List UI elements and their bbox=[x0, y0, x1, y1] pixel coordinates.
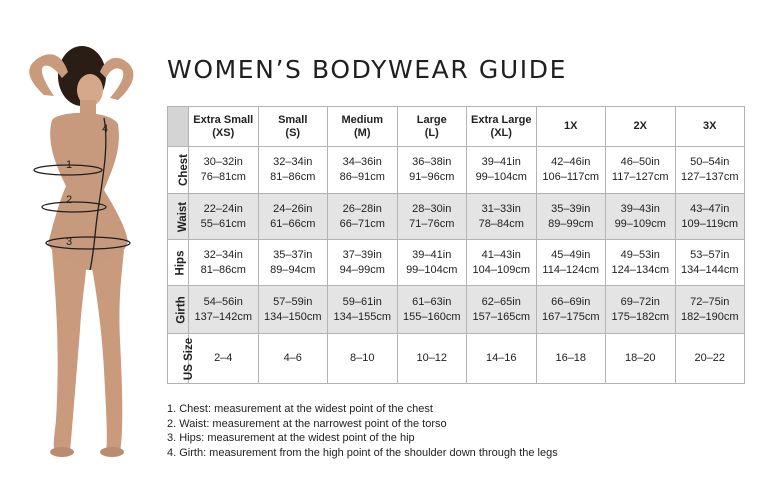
table-cell: 39–43in 99–109cm bbox=[606, 194, 676, 240]
row-label-waist: Waist bbox=[168, 194, 189, 240]
table-cell: 49–53in 124–134cm bbox=[606, 240, 676, 286]
measurement-notes bbox=[167, 402, 558, 460]
table-cell: 35–37in 89–94cm bbox=[258, 240, 328, 286]
left-foot-shape bbox=[50, 447, 74, 457]
table-cell: 20–22 bbox=[675, 334, 745, 384]
table-cell: 62–65in 157–165cm bbox=[467, 286, 537, 334]
right-leg-shape bbox=[92, 250, 124, 452]
table-cell: 39–41in 99–104cm bbox=[467, 147, 537, 194]
model-figure bbox=[0, 0, 160, 497]
table-cell: 59–61in 134–155cm bbox=[328, 286, 398, 334]
table-cell: 57–59in 134–150cm bbox=[258, 286, 328, 334]
table-cell: 34–36in 86–91cm bbox=[328, 147, 398, 194]
table-cell: 42–46in 106–117cm bbox=[536, 147, 606, 194]
table-cell: 45–49in 114–124cm bbox=[536, 240, 606, 286]
table-cell: 72–75in 182–190cm bbox=[675, 286, 745, 334]
table-cell: 43–47in 109–119cm bbox=[675, 194, 745, 240]
note-waist: 2. Waist: measurement at the narrowest point of the torso bbox=[167, 417, 447, 430]
table-row-hips bbox=[168, 240, 745, 286]
marker-girth: 4 bbox=[102, 123, 109, 135]
table-cell: 2–4 bbox=[189, 334, 259, 384]
table-cell: 36–38in 91–96cm bbox=[397, 147, 467, 194]
table-cell: 37–39in 94–99cm bbox=[328, 240, 398, 286]
table-cell: 16–18 bbox=[536, 334, 606, 384]
table-cell: 54–56in 137–142cm bbox=[189, 286, 259, 334]
col-header-2x: 2X bbox=[606, 107, 676, 147]
table-cell: 14–16 bbox=[467, 334, 537, 384]
col-header-xl: Extra Large (XL) bbox=[467, 107, 537, 147]
col-header-m: Medium (M) bbox=[328, 107, 398, 147]
table-cell: 30–32in 76–81cm bbox=[189, 147, 259, 194]
note-hips: 3. Hips: measurement at the widest point of the hip bbox=[167, 432, 415, 445]
table-row-waist bbox=[168, 194, 745, 240]
col-header-s: Small (S) bbox=[258, 107, 328, 147]
table-cell: 39–41in 99–104cm bbox=[397, 240, 467, 286]
table-cell: 53–57in 134–144cm bbox=[675, 240, 745, 286]
note-chest: 1. Chest: measurement at the widest point of the chest bbox=[167, 403, 433, 415]
header-row bbox=[168, 107, 745, 147]
table-cell: 50–54in 127–137cm bbox=[675, 147, 745, 194]
right-foot-shape bbox=[100, 447, 124, 457]
left-leg-shape bbox=[52, 250, 86, 452]
table-row-chest bbox=[168, 147, 745, 194]
table-cell: 26–28in 66–71cm bbox=[328, 194, 398, 240]
col-header-1x: 1X bbox=[536, 107, 606, 147]
table-cell: 24–26in 61–66cm bbox=[258, 194, 328, 240]
col-header-l: Large (L) bbox=[397, 107, 467, 147]
row-label-hips: Hips bbox=[168, 240, 189, 286]
table-cell: 22–24in 55–61cm bbox=[189, 194, 259, 240]
size-chart-table bbox=[167, 106, 745, 384]
marker-hips: 3 bbox=[66, 236, 73, 248]
model-illustration bbox=[0, 0, 160, 497]
table-cell: 8–10 bbox=[328, 334, 398, 384]
row-label-us-size: US Size bbox=[168, 334, 189, 384]
torso-bodysuit-shape bbox=[48, 113, 128, 270]
table-cell: 10–12 bbox=[397, 334, 467, 384]
header-corner bbox=[168, 107, 189, 147]
table-cell: 46–50in 117–127cm bbox=[606, 147, 676, 194]
row-label-chest: Chest bbox=[168, 147, 189, 194]
table-cell: 4–6 bbox=[258, 334, 328, 384]
table-cell: 66–69in 167–175cm bbox=[536, 286, 606, 334]
table-cell: 32–34in 81–86cm bbox=[258, 147, 328, 194]
table-cell: 35–39in 89–99cm bbox=[536, 194, 606, 240]
table-cell: 32–34in 81–86cm bbox=[189, 240, 259, 286]
note-girth: 4. Girth: measurement from the high point of the shoulder down through the legs bbox=[167, 446, 558, 459]
table-row-girth bbox=[168, 286, 745, 334]
table-cell: 28–30in 71–76cm bbox=[397, 194, 467, 240]
col-header-3x: 3X bbox=[675, 107, 745, 147]
marker-waist: 2 bbox=[66, 194, 73, 206]
table-cell: 69–72in 175–182cm bbox=[606, 286, 676, 334]
table-row-us-size bbox=[168, 334, 745, 384]
table-cell: 31–33in 78–84cm bbox=[467, 194, 537, 240]
table-cell: 41–43in 104–109cm bbox=[467, 240, 537, 286]
marker-chest: 1 bbox=[66, 159, 73, 171]
row-label-girth: Girth bbox=[168, 286, 189, 334]
table-cell: 61–63in 155–160cm bbox=[397, 286, 467, 334]
col-header-xs: Extra Small (XS) bbox=[189, 107, 259, 147]
table-cell: 18–20 bbox=[606, 334, 676, 384]
page-title: WOMEN’S BODYWEAR GUIDE bbox=[167, 55, 567, 84]
